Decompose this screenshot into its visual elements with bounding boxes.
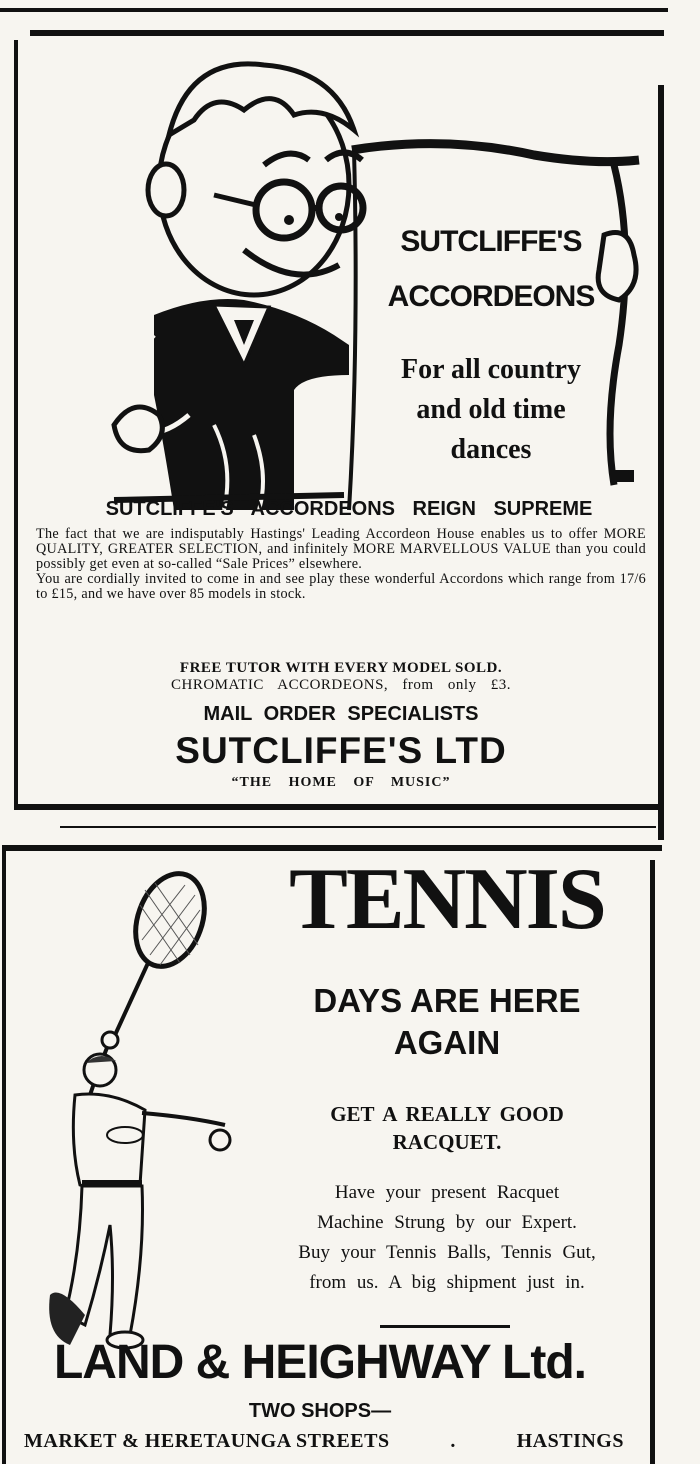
separator-rule (60, 826, 656, 828)
get-line: GET A REALLY GOOD (330, 1102, 564, 1126)
body-line: Buy your Tennis Balls, Tennis Gut, (298, 1242, 596, 1263)
days-line: DAYS ARE HERE (313, 982, 581, 1019)
scroll-subtext-line: For all country (401, 354, 581, 385)
two-shops-line: TWO SHOPS— (248, 1400, 392, 1422)
accordion-body-text (36, 527, 646, 602)
scroll-heading-accordeons: ACCORDEONS (387, 280, 595, 313)
scroll-subtext-line: dances (450, 434, 532, 465)
frame-top (30, 30, 664, 36)
company-tagline: “THE HOME OF MUSIC” (231, 775, 451, 790)
body-line: Machine Strung by our Expert. (317, 1212, 577, 1233)
address-line (24, 1430, 624, 1453)
days-line: AGAIN (393, 1024, 501, 1061)
body-paragraph: You are cordially invited to come in and see play these wonderful Accordons which range from 17/6 to £15, and we have over 85 models in stock. (36, 571, 646, 602)
scroll-heading-sutcliffes: SUTCLIFFE'S (400, 225, 582, 258)
land-heighway-company: LAND & HEIGHWAY Ltd. (53, 1336, 587, 1389)
top-rule (0, 8, 668, 12)
frame-left (14, 40, 18, 810)
get-line: RACQUET. (392, 1130, 502, 1154)
days-are-here-heading (262, 980, 632, 1064)
address-separator: . (450, 1430, 456, 1452)
get-racquet-heading (262, 1100, 632, 1156)
tennis-player-illustration (30, 855, 250, 1375)
company-name: SUTCLIFFE'S LTD (175, 730, 507, 771)
tennis-title: TENNIS (289, 851, 605, 948)
body-paragraph: The fact that we are indisputably Hastings' Leading Accordeon House enables us to offer MORE QUALITY, GREATER SELECTION, and infinitely MORE MARVELLOUS VALUE than you could possibly get even at so-called “Sale Prices” elsewhere. (36, 526, 646, 572)
short-divider (380, 1325, 510, 1328)
mail-order-line: MAIL ORDER SPECIALISTS (203, 703, 479, 725)
streets-text: MARKET & HERETAUNGA STREETS (24, 1430, 390, 1452)
tennis-advertisement (0, 840, 700, 1464)
body-line: from us. A big shipment just in. (309, 1272, 585, 1293)
chromatic-line: CHROMATIC ACCORDEONS, from only £3. (170, 677, 512, 693)
free-tutor-line: FREE TUTOR WITH EVERY MODEL SOLD. (179, 660, 503, 676)
reign-supreme-headline: SUTCLIFFE'S ACCORDEONS REIGN SUPREME (105, 498, 593, 520)
scroll-subtext (366, 350, 616, 470)
frame-right (650, 860, 655, 1464)
frame-bottom (14, 804, 658, 810)
scroll-subtext-line: and old time (416, 394, 566, 425)
tennis-body-text (262, 1178, 632, 1298)
town-text: HASTINGS (516, 1430, 624, 1452)
body-line: Have your present Racquet (334, 1182, 560, 1203)
accordion-advertisement (14, 30, 664, 810)
